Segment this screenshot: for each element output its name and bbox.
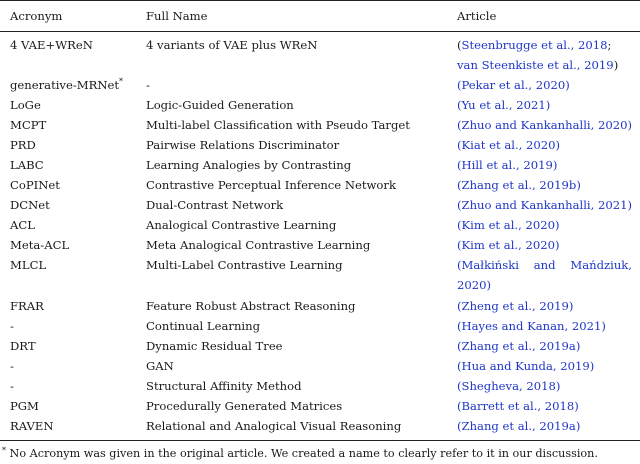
row-full-name: Structural Affinity Method xyxy=(146,379,302,393)
row-acronym: PGM xyxy=(10,399,39,413)
row-acronym: MLCL xyxy=(10,258,47,272)
row-article xyxy=(457,396,579,416)
row-acronym: FRAR xyxy=(10,299,44,313)
row-article xyxy=(457,235,559,255)
header-full-name: Full Name xyxy=(146,9,208,23)
row-acronym: - xyxy=(10,379,14,393)
citation-link[interactable]: (Kim et al., 2020) xyxy=(457,218,560,232)
row-article xyxy=(457,336,580,356)
citation-link[interactable]: (Hua and Kunda, 2019) xyxy=(457,359,595,373)
row-full-name: Analogical Contrastive Learning xyxy=(146,218,337,232)
row-article xyxy=(457,195,632,215)
citation-link[interactable]: (Hill et al., 2019) xyxy=(457,158,558,172)
row-article xyxy=(457,376,560,396)
row-article: (Steenbrugge et al., 2018; van Steenkiste et al., 2019) xyxy=(457,38,619,72)
citation-link[interactable]: (Kiat et al., 2020) xyxy=(457,138,561,152)
citation-link[interactable]: (Zhang et al., 2019a) xyxy=(457,419,581,433)
row-article xyxy=(457,115,632,135)
citation-link[interactable]: (Pekar et al., 2020) xyxy=(457,78,570,92)
row-full-name: GAN xyxy=(146,359,174,373)
table-bottom-rule xyxy=(0,440,640,441)
row-acronym: DCNet xyxy=(10,198,50,212)
row-acronym: generative-MRNet* xyxy=(10,77,124,92)
table-footnote: * No Acronym was given in the original article. We created a name to clearly refer to it in our discussion. xyxy=(2,446,598,460)
citation-link[interactable]: van Steenkiste et al., 2019 xyxy=(457,58,614,72)
row-full-name: Feature Robust Abstract Reasoning xyxy=(146,299,356,313)
row-acronym: LABC xyxy=(10,158,44,172)
row-acronym: DRT xyxy=(10,339,36,353)
citation-link[interactable]: Steenbrugge et al., 2018 xyxy=(461,38,608,52)
row-full-name: Relational and Analogical Visual Reasoning xyxy=(146,419,402,433)
row-article xyxy=(457,255,632,295)
row-acronym: - xyxy=(10,359,14,373)
row-acronym: LoGe xyxy=(10,98,41,112)
row-article xyxy=(457,135,560,155)
row-acronym: MCPT xyxy=(10,118,47,132)
row-full-name: Meta Analogical Contrastive Learning xyxy=(146,238,371,252)
header-article: Article xyxy=(457,9,497,23)
row-full-name: - xyxy=(146,78,150,92)
row-full-name: Continual Learning xyxy=(146,319,261,333)
row-article xyxy=(457,95,550,115)
row-full-name: Multi-label Classification with Pseudo Target xyxy=(146,118,410,132)
row-full-name: Procedurally Generated Matrices xyxy=(146,399,343,413)
citation-link[interactable]: (Yu et al., 2021) xyxy=(457,98,551,112)
header-rule xyxy=(0,31,640,32)
row-full-name: Pairwise Relations Discriminator xyxy=(146,138,340,152)
row-acronym: Meta-ACL xyxy=(10,238,70,252)
citation-link[interactable]: (Zhuo and Kankanhalli, 2021) xyxy=(457,198,633,212)
row-article xyxy=(457,296,573,316)
row-full-name: Dual-Contrast Network xyxy=(146,198,284,212)
row-full-name: 4 variants of VAE plus WReN xyxy=(146,38,318,52)
citation-link[interactable]: (Kim et al., 2020) xyxy=(457,238,560,252)
row-article xyxy=(457,416,580,436)
row-acronym: PRD xyxy=(10,138,36,152)
row-acronym: 4 VAE+WReN xyxy=(10,38,93,52)
header-acronym: Acronym xyxy=(10,9,63,23)
citation-link[interactable]: (Zhang et al., 2019b) xyxy=(457,178,581,192)
row-article xyxy=(457,155,557,175)
row-acronym: CoPINet xyxy=(10,178,60,192)
citation-link[interactable]: (Małkiński and Mańdziuk, xyxy=(457,258,632,272)
row-full-name: Logic-Guided Generation xyxy=(146,98,294,112)
row-full-name: Contrastive Perceptual Inference Network xyxy=(146,178,396,192)
row-article xyxy=(457,316,606,336)
row-acronym: RAVEN xyxy=(10,419,54,433)
row-full-name: Learning Analogies by Contrasting xyxy=(146,158,352,172)
citation-link[interactable]: (Hayes and Kanan, 2021) xyxy=(457,319,606,333)
row-acronym: - xyxy=(10,319,14,333)
row-article xyxy=(457,356,594,376)
citation-link[interactable]: (Zhang et al., 2019a) xyxy=(457,339,581,353)
table-top-rule xyxy=(0,0,640,1)
row-article xyxy=(457,215,559,235)
citation-link[interactable]: (Shegheva, 2018) xyxy=(457,379,561,393)
citation-link[interactable]: (Barrett et al., 2018) xyxy=(457,399,579,413)
citation-link[interactable]: (Zhuo and Kankanhalli, 2020) xyxy=(457,118,633,132)
row-acronym: ACL xyxy=(10,218,35,232)
row-full-name: Multi-Label Contrastive Learning xyxy=(146,258,343,272)
row-article xyxy=(457,75,570,95)
citation-link[interactable]: (Zheng et al., 2019) xyxy=(457,299,574,313)
row-article xyxy=(457,175,581,195)
citation-link-continued[interactable]: 2020) xyxy=(457,278,492,292)
row-full-name: Dynamic Residual Tree xyxy=(146,339,283,353)
